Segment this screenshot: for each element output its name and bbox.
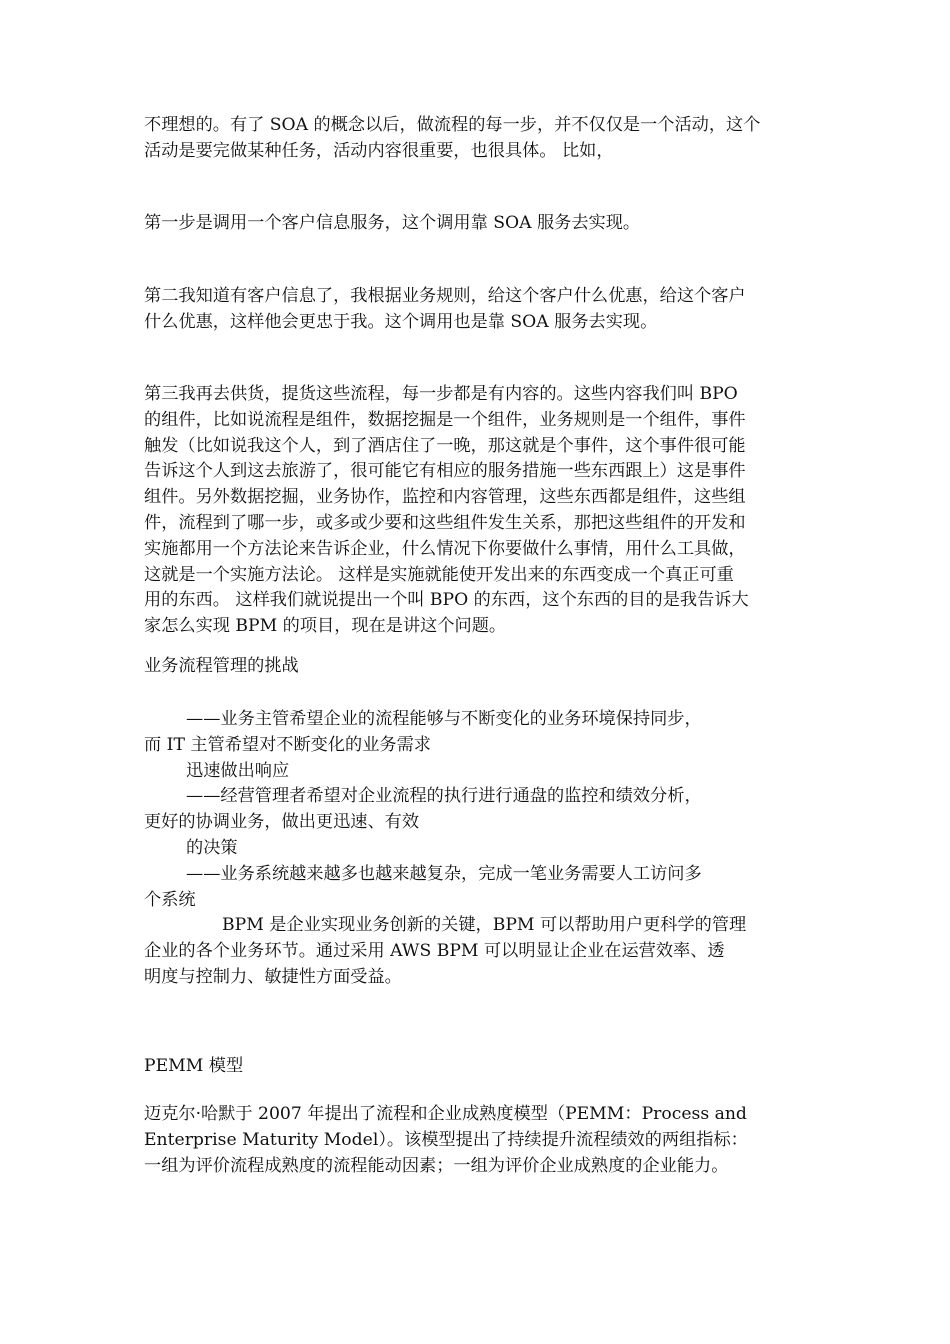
text-line: 组件。另外数据挖掘，业务协作，监控和内容管理，这些东西都是组件，这些组 [144, 487, 746, 508]
text-line: 第三我再去供货，提货这些流程，每一步都是有内容的。这些内容我们叫 BPO [144, 384, 738, 404]
paragraph-step-one [144, 211, 814, 237]
text-line: 不理想的。有了 SOA 的概念以后，做流程的每一步，并不仅仅是一个活动，这个 [144, 115, 761, 135]
challenge-item-2-cont: 更好的协调业务，做出更迅速、有效 [144, 812, 420, 833]
text-line: 的组件，比如说流程是组件，数据挖掘是一个组件，业务规则是一个组件，事件 [144, 409, 746, 430]
text-line: Enterprise Maturity Model）。该模型提出了持续提升流程绩效的两组指标： [144, 1129, 748, 1150]
section-heading: PEMM 模型 [144, 1056, 244, 1076]
paragraph-step-two [144, 284, 814, 336]
text-line: 家怎么实现 BPM 的项目，现在是讲这个问题。 [144, 616, 507, 637]
text-line: 第二我知道有客户信息了，我根据业务规则，给这个客户什么优惠，给这个客户 [144, 286, 746, 306]
text-line: 件，流程到了哪一步，或多或少要和这些组件发生关系，那把这些组件的开发和 [144, 512, 746, 533]
paragraph-step-three [144, 382, 814, 640]
text-line: 触发（比如说我这个人，到了酒店住了一晚，那这就是个事件，这个事件很可能 [144, 435, 746, 456]
section-heading-pemm [144, 1054, 814, 1080]
text-line: 这就是一个实施方法论。 这样是实施就能使开发出来的东西变成一个真正可重 [144, 564, 734, 585]
challenge-item-3: ——业务系统越来越多也越来越复杂，完成一笔业务需要人工访问多 [186, 863, 702, 884]
section-heading-bpm-challenges [144, 654, 814, 680]
challenge-item-2: ——经营管理者希望对企业流程的执行进行通盘的监控和绩效分析， [186, 786, 702, 807]
paragraph-soa-intro [144, 113, 814, 165]
challenge-item-2-end: 的决策 [186, 837, 238, 858]
text-line: 用的东西。 这样我们就说提出一个叫 BPO 的东西，这个东西的目的是我告诉大 [144, 590, 749, 611]
text-line: 告诉这个人到这去旅游了，很可能它有相应的服务措施一些东西跟上）这是事件 [144, 461, 746, 482]
text-line: 实施都用一个方法论来告诉企业，什么情况下你要做什么事情，用什么工具做， [144, 538, 746, 559]
bpm-summary-end: 明度与控制力、敏捷性方面受益。 [144, 966, 402, 987]
text-line: 什么优惠，这样他会更忠于我。这个调用也是靠 SOA 服务去实现。 [144, 311, 658, 332]
section-heading: 业务流程管理的挑战 [144, 656, 299, 676]
challenge-item-3-cont: 个系统 [144, 889, 196, 910]
text-line: 一组为评价流程成熟度的流程能动因素；一组为评价企业成熟度的企业能力。 [144, 1155, 729, 1176]
text-line: 第一步是调用一个客户信息服务，这个调用靠 SOA 服务去实现。 [144, 213, 641, 233]
bpm-summary-cont: 企业的各个业务环节。通过采用 AWS BPM 可以明显让企业在运营效率、透 [144, 941, 725, 962]
challenge-item-1-cont: 而 IT 主管希望对不断变化的业务需求 [144, 734, 431, 755]
text-line: 迈克尔·哈默于 2007 年提出了流程和企业成熟度模型（PEMM：Process and [144, 1104, 747, 1124]
challenge-item-1-end: 迅速做出响应 [186, 760, 290, 781]
bpm-summary: BPM 是企业实现业务创新的关键，BPM 可以帮助用户更科学的管理 [222, 915, 747, 936]
paragraph-pemm [144, 1102, 814, 1179]
text-line: 活动是要完做某种任务，活动内容很重要，也很具体。 比如， [144, 140, 614, 161]
challenge-item-1: ——业务主管希望企业的流程能够与不断变化的业务环境保持同步， [186, 709, 702, 729]
challenges-list [144, 707, 814, 991]
